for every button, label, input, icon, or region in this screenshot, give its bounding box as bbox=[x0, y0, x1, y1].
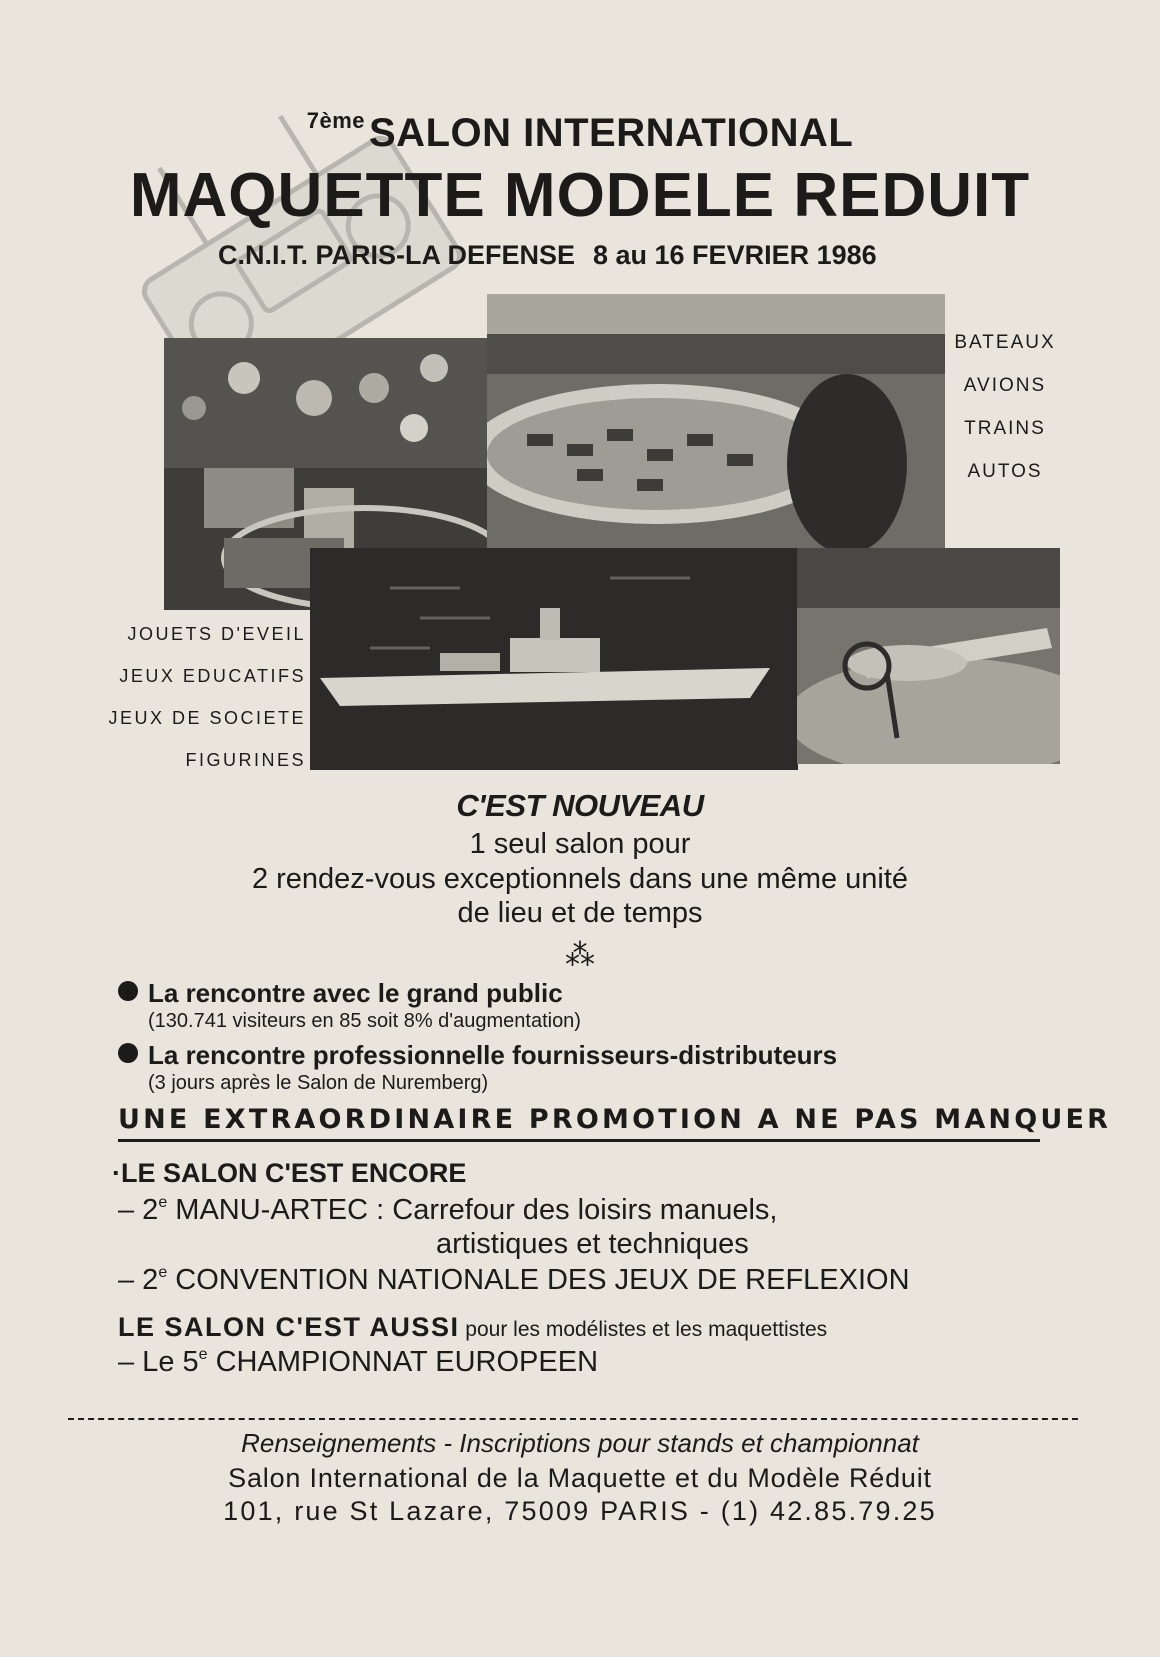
event-dates: 8 au 16 FEVRIER 1986 bbox=[593, 240, 877, 270]
category-jouets-eveil: JOUETS D'EVEIL bbox=[127, 624, 306, 644]
nouveau-headline: C'EST NOUVEAU bbox=[456, 788, 704, 823]
venue: C.N.I.T. PARIS-LA DEFENSE bbox=[218, 240, 576, 270]
footer-organizer: Salon International de la Maquette et du Modèle Réduit bbox=[228, 1463, 932, 1493]
encore-item-manu-artec: – 2e MANU-ARTEC : Carrefour des loisirs manuels, bbox=[118, 1194, 778, 1226]
aussi-item-championnat: – Le 5e CHAMPIONNAT EUROPEEN bbox=[118, 1346, 599, 1378]
salon-main-title: MAQUETTE MODELE REDUIT bbox=[129, 161, 1031, 230]
encore-item-convention: – 2e CONVENTION NATIONALE DES JEUX DE REFLEXION bbox=[118, 1264, 910, 1296]
intro-line-2: 2 rendez-vous exceptionnels dans une même unité bbox=[251, 863, 909, 895]
bullet-grand-public-detail: (130.741 visiteurs en 85 soit 8% d'augmentation) bbox=[148, 1010, 581, 1032]
encore-item-manu-artec-cont: artistiques et techniques bbox=[436, 1228, 749, 1260]
category-bateaux: BATEAUX bbox=[954, 332, 1056, 353]
aussi-heading: LE SALON C'EST AUSSI pour les modélistes et les maquettistes bbox=[118, 1312, 828, 1342]
bullet-professionnelle-detail: (3 jours après le Salon de Nuremberg) bbox=[148, 1072, 489, 1094]
intro-line-1: 1 seul salon pour bbox=[469, 828, 691, 860]
intro-line-3: de lieu et de temps bbox=[457, 897, 703, 929]
photo-model-cars-display bbox=[487, 294, 945, 548]
category-trains: TRAINS bbox=[964, 418, 1046, 439]
category-autos: AUTOS bbox=[967, 461, 1043, 482]
bullet-professionnelle: La rencontre professionnelle fournisseurs-distributeurs bbox=[118, 1040, 837, 1071]
bullet-dot-icon bbox=[118, 981, 138, 1001]
footer-renseignements: Renseignements - Inscriptions pour stands et championnat bbox=[241, 1428, 919, 1458]
category-figurines: FIGURINES bbox=[185, 750, 306, 770]
asterism-separator: ⁂ bbox=[565, 939, 595, 972]
bullet-grand-public: La rencontre avec le grand public bbox=[118, 978, 563, 1009]
categories-left bbox=[96, 623, 306, 791]
footer-address: 101, rue St Lazare, 75009 PARIS - (1) 42.85.79.25 bbox=[223, 1496, 937, 1526]
category-avions: AVIONS bbox=[963, 375, 1047, 396]
category-jeux-educatifs: JEUX EDUCATIFS bbox=[119, 666, 306, 686]
salon-edition-title: $^{7ème}$ SALON INTERNATIONAL bbox=[306, 108, 854, 155]
category-jeux-societe: JEUX DE SOCIETE bbox=[108, 708, 306, 728]
photo-model-ship bbox=[310, 548, 798, 770]
photo-model-airplane bbox=[797, 548, 1060, 764]
bullet-dot-icon bbox=[118, 1043, 138, 1063]
promo-banner: UNE EXTRAORDINAIRE PROMOTION A NE PAS MANQUER bbox=[118, 1104, 1040, 1142]
encore-heading: ·LE SALON C'EST ENCORE bbox=[112, 1158, 467, 1188]
dashed-divider bbox=[68, 1418, 1078, 1420]
categories-right bbox=[946, 332, 1064, 504]
edition-number: 7ème bbox=[306, 108, 365, 133]
